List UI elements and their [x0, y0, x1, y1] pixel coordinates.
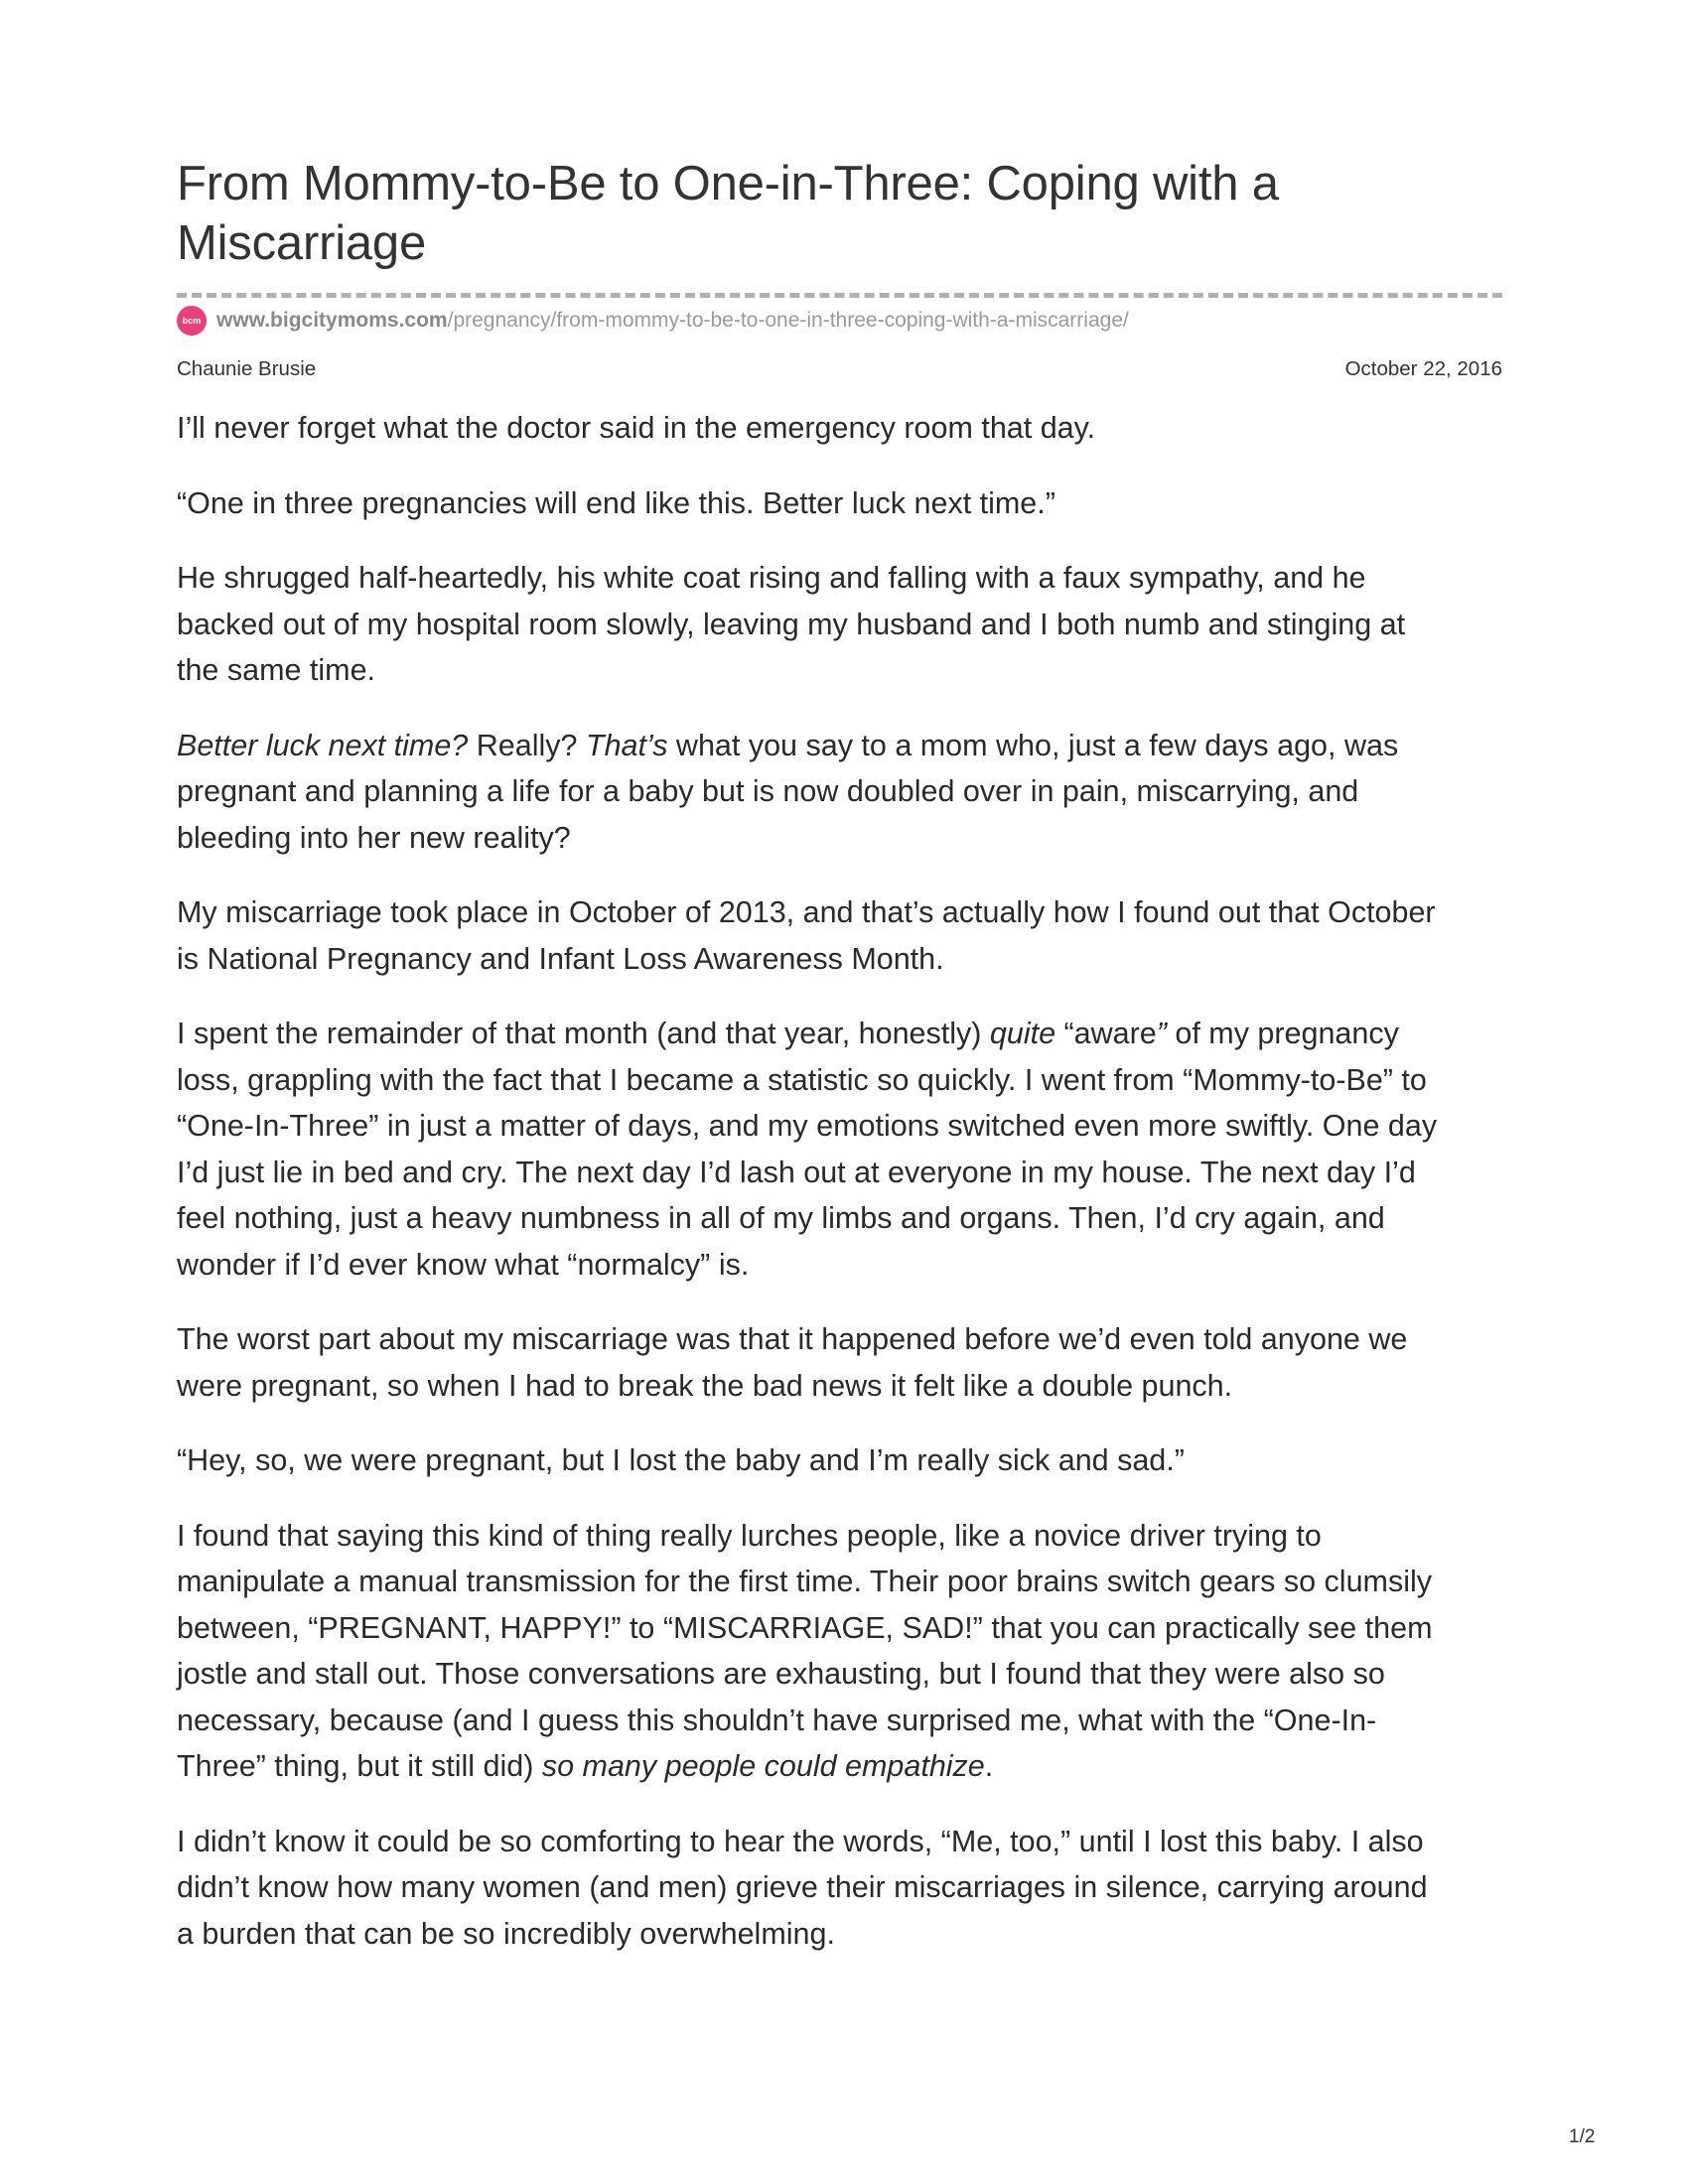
- paragraph-text: I found that saying this kind of thing really lurches people, like a novice driver trying to: [177, 1518, 1322, 1553]
- article-paragraph: [177, 1437, 1502, 1484]
- paragraph-line: [177, 1150, 1502, 1196]
- article-title: From Mommy-to-Be to One-in-Three: Coping with a Miscarriage: [177, 157, 1279, 270]
- article-paragraph: [177, 1011, 1502, 1288]
- paragraph-line: [177, 1103, 1502, 1150]
- paragraph-text: wonder if I’d ever know what “normalcy” is.: [177, 1247, 750, 1282]
- paragraph-line: [177, 1242, 1502, 1289]
- site-logo-icon: bcm: [177, 306, 207, 336]
- paragraph-line: [177, 723, 1502, 769]
- paragraph-text: of my pregnancy: [1166, 1017, 1399, 1050]
- paragraph-line: [177, 768, 1502, 815]
- paragraph-text: Three” thing, but it still did): [177, 1749, 542, 1783]
- paragraph-line: [177, 1437, 1502, 1484]
- article-paragraph: [177, 1819, 1502, 1958]
- paragraph-text: “Hey, so, we were pregnant, but I lost the baby and I’m really sick and sad.”: [177, 1443, 1185, 1477]
- article-paragraph: [177, 889, 1502, 982]
- paragraph-text: manipulate a manual transmission for the first time. Their poor brains switch gears so clumsily: [177, 1565, 1432, 1598]
- article-paragraph: [177, 1513, 1502, 1790]
- paragraph-line: [177, 1057, 1502, 1104]
- emphasis-text: That’s: [585, 728, 668, 762]
- paragraph-text: feel nothing, just a heavy numbness in all of my limbs and organs. Then, I’d cry again, and: [177, 1201, 1385, 1235]
- paragraph-text: My miscarriage took place in October of 2013, and that’s actually how I found out that October: [177, 895, 1436, 929]
- paragraph-text: I’d just lie in bed and cry. The next day I’d lash out at everyone in my house. The next day I’d: [177, 1155, 1416, 1189]
- paragraph-text: necessary, because (and I guess this shouldn’t have surprised me, what with the “One-In-: [177, 1703, 1377, 1737]
- paragraph-line: [177, 1513, 1502, 1560]
- paragraph-line: [177, 647, 1502, 694]
- paragraph-text: pregnant and planning a life for a baby but is now doubled over in pain, miscarrying, and: [177, 774, 1359, 808]
- article-meta: [177, 357, 1502, 381]
- article-paragraph: [177, 1316, 1502, 1409]
- paragraph-line: [177, 1316, 1502, 1363]
- source-domain: www.bigcitymoms.com: [216, 309, 448, 332]
- article-paragraph: [177, 723, 1502, 862]
- paragraph-line: [177, 1911, 1502, 1958]
- paragraph-text: I’ll never forget what the doctor said in the emergency room that day.: [177, 411, 1096, 445]
- paragraph-text: were pregnant, so when I had to break the bad news it felt like a double punch.: [177, 1368, 1233, 1403]
- paragraph-text: didn’t know how many women (and men) grieve their miscarriages in silence, carrying around: [177, 1870, 1428, 1904]
- paragraph-text: The worst part about my miscarriage was that it happened before we’d even told anyone we: [177, 1322, 1408, 1356]
- paragraph-line: [177, 1011, 1502, 1057]
- page-number: 1/2: [1569, 2126, 1596, 2147]
- source-line: [177, 306, 1502, 336]
- paragraph-line: [177, 405, 1502, 452]
- article-body: [177, 405, 1502, 1957]
- emphasis-text: quite: [989, 1017, 1056, 1050]
- emphasis-text: Better luck next time?: [177, 728, 469, 762]
- paragraph-line: [177, 1363, 1502, 1410]
- article-page: [177, 154, 1502, 1985]
- paragraph-line: [177, 1605, 1502, 1652]
- paragraph-text: “One in three pregnancies will end like this. Better luck next time.”: [177, 485, 1055, 520]
- paragraph-text: I didn’t know it could be so comforting to hear the words, “Me, too,” until I lost this baby. I also: [177, 1824, 1424, 1858]
- article-paragraph: [177, 405, 1502, 452]
- paragraph-line: [177, 555, 1502, 602]
- paragraph-text: Really?: [468, 728, 586, 762]
- paragraph-text: “One-In-Three” in just a matter of days, and my emotions switched even more swiftly. One day: [177, 1109, 1438, 1143]
- paragraph-text: jostle and stall out. Those conversations are exhausting, but I found that they were also so: [177, 1657, 1385, 1691]
- source-path: /pregnancy/from-mommy-to-be-to-one-in-three-coping-with-a-miscarriage/: [447, 309, 1129, 332]
- paragraph-text: the same time.: [177, 653, 376, 687]
- emphasis-text: so many people could empathize: [541, 1749, 985, 1783]
- article-paragraph: [177, 555, 1502, 694]
- paragraph-line: [177, 1195, 1502, 1242]
- paragraph-line: [177, 480, 1502, 527]
- paragraph-text: bleeding into her new reality?: [177, 820, 571, 855]
- paragraph-text: is National Pregnancy and Infant Loss Awareness Month.: [177, 941, 944, 976]
- paragraph-line: [177, 1864, 1502, 1911]
- paragraph-line: [177, 1819, 1502, 1865]
- paragraph-text: I spent the remainder of that month (and that year, honestly): [177, 1017, 990, 1050]
- paragraph-text: a burden that can be so incredibly overwhelming.: [177, 1916, 835, 1951]
- paragraph-line: [177, 1651, 1502, 1698]
- paragraph-text: what you say to a mom who, just a few days ago, was: [667, 728, 1399, 762]
- paragraph-text: “aware: [1055, 1017, 1157, 1050]
- paragraph-line: [177, 1559, 1502, 1605]
- paragraph-text: loss, grappling with the fact that I became a statistic so quickly. I went from “Mommy-to-Be” to: [177, 1062, 1427, 1097]
- paragraph-line: [177, 1698, 1502, 1744]
- paragraph-text: .: [984, 1749, 994, 1783]
- article-paragraph: [177, 480, 1502, 527]
- paragraph-line: [177, 889, 1502, 936]
- paragraph-line: [177, 815, 1502, 862]
- publish-date: October 22, 2016: [1344, 357, 1502, 380]
- title-divider: [177, 293, 1502, 298]
- paragraph-line: [177, 936, 1502, 983]
- source-link[interactable]: [216, 309, 1129, 333]
- paragraph-text: backed out of my hospital room slowly, leaving my husband and I both numb and stinging at: [177, 607, 1406, 641]
- paragraph-text: between, “PREGNANT, HAPPY!” to “MISCARRIAGE, SAD!” that you can practically see them: [177, 1610, 1433, 1645]
- paragraph-line: [177, 1743, 1502, 1790]
- emphasis-text: ”: [1156, 1017, 1167, 1050]
- author-name: Chaunie Brusie: [177, 357, 317, 380]
- paragraph-line: [177, 602, 1502, 648]
- paragraph-text: He shrugged half-heartedly, his white coat rising and falling with a faux sympathy, and he: [177, 561, 1366, 595]
